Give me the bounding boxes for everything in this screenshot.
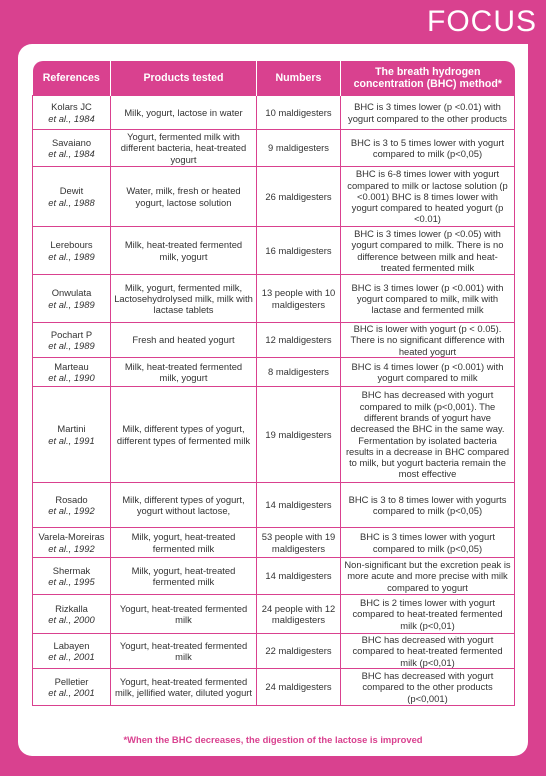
- table-row: [33, 323, 515, 358]
- table-row: [33, 227, 515, 275]
- header-references: References: [33, 61, 111, 96]
- reference-author: Dewit: [59, 185, 84, 197]
- reference-author: Kolars JC: [51, 101, 92, 113]
- cell-numbers: 13 people with 10 maldigesters: [257, 275, 341, 323]
- table-row: [33, 387, 515, 483]
- cell-reference: [33, 595, 111, 634]
- table-body: [33, 96, 515, 706]
- header-numbers: Numbers: [257, 61, 341, 96]
- cell-bhc-result: BHC is 3 times lower (p <0.05) with yogurt compared to milk. There is no difference between milk and heat-treated fermented milk: [341, 227, 515, 275]
- cell-reference: [33, 167, 111, 227]
- reference-year: et al., 1989: [48, 340, 95, 351]
- cell-products-tested: Milk, yogurt, fermented milk, Lactosehydrolysed milk, milk with lactase tablets: [111, 275, 257, 323]
- cell-bhc-result: BHC is 3 to 8 times lower with yogurts compared to milk (p<0,05): [341, 483, 515, 528]
- cell-numbers: 14 maldigesters: [257, 483, 341, 528]
- cell-products-tested: Milk, heat-treated fermented milk, yogurt: [111, 358, 257, 387]
- cell-products-tested: Yogurt, heat-treated fermented milk, jellified water, diluted yogurt: [111, 669, 257, 706]
- cell-reference: [33, 558, 111, 595]
- cell-products-tested: Yogurt, heat-treated fermented milk: [111, 634, 257, 669]
- cell-products-tested: Yogurt, fermented milk with different bacteria, heat-treated yogurt: [111, 130, 257, 167]
- reference-author: Marteau: [54, 360, 89, 372]
- cell-numbers: 24 maldigesters: [257, 669, 341, 706]
- reference-author: Savaiano: [51, 136, 92, 148]
- references-table: [32, 61, 515, 706]
- cell-numbers: 22 maldigesters: [257, 634, 341, 669]
- footnote: *When the BHC decreases, the digestion of the lactose is improved: [123, 734, 423, 745]
- reference-year: et al., 1992: [48, 505, 95, 516]
- table-row: [33, 358, 515, 387]
- reference-year: et al., 1988: [48, 196, 95, 208]
- cell-bhc-result: BHC is 2 times lower with yogurt compared to heat-treated fermented milk (p<0,01): [341, 595, 515, 634]
- cell-bhc-result: BHC is 3 times lower with yogurt compared to milk (p<0,05): [341, 528, 515, 558]
- cell-products-tested: Fresh and heated yogurt: [111, 323, 257, 358]
- cell-numbers: 26 maldigesters: [257, 167, 341, 227]
- cell-numbers: 12 maldigesters: [257, 323, 341, 358]
- cell-bhc-result: BHC is 3 to 5 times lower with yogurt compared to milk (p<0,05): [341, 130, 515, 167]
- cell-products-tested: Milk, yogurt, heat-treated fermented milk: [111, 558, 257, 595]
- cell-bhc-result: BHC is lower with yogurt (p < 0.05). There is no significant difference with heated yogurt: [341, 323, 515, 358]
- cell-numbers: 14 maldigesters: [257, 558, 341, 595]
- reference-author: Pochart P: [50, 328, 93, 340]
- header-bhc-method: The breath hydrogen concentration (BHC) method*: [341, 61, 515, 96]
- cell-bhc-result: Non-significant but the excretion peak is more acute and more precise with milk compared to yogurt: [341, 558, 515, 595]
- cell-bhc-result: BHC is 3 times lower (p <0.001) with yogurt compared to milk, milk with lactase and fermented milk: [341, 275, 515, 323]
- reference-year: et al., 2001: [48, 651, 95, 662]
- cell-reference: [33, 323, 111, 358]
- table-header-row: [33, 61, 515, 96]
- focus-label: FOCUS: [427, 5, 537, 38]
- table-row: [33, 558, 515, 595]
- cell-numbers: 8 maldigesters: [257, 358, 341, 387]
- table-row: [33, 96, 515, 130]
- cell-bhc-result: BHC has decreased with yogurt compared to heat-treated fermented milk (p<0,01): [341, 634, 515, 669]
- reference-author: Martini: [57, 423, 86, 435]
- cell-products-tested: Water, milk, fresh or heated yogurt, lactose solution: [111, 167, 257, 227]
- reference-year: et al., 1995: [48, 576, 95, 587]
- reference-author: Onwulata: [51, 287, 92, 299]
- reference-year: et al., 1984: [48, 148, 95, 159]
- cell-bhc-result: BHC is 6-8 times lower with yogurt compared to milk or lactose solution (p <0.001) BHC is 8 times lower with yogurt compared to heated yogurt (p <0.01): [341, 167, 515, 227]
- table-row: [33, 167, 515, 227]
- table-row: [33, 634, 515, 669]
- table-row: [33, 595, 515, 634]
- cell-numbers: 24 people with 12 maldigesters: [257, 595, 341, 634]
- cell-bhc-result: BHC has decreased with yogurt compared to milk (p<0,001). The different brands of yogurt have decreased the BHC in the same way. Fermentation by isolated bacteria results in a decrease in BHC compared to milk, but yogurt bacteria remain the most effective: [341, 387, 515, 483]
- table-row: [33, 275, 515, 323]
- cell-products-tested: Milk, different types of yogurt, different types of fermented milk: [111, 387, 257, 483]
- reference-year: et al., 1992: [48, 542, 95, 554]
- reference-year: et al., 1991: [48, 434, 95, 446]
- cell-reference: [33, 96, 111, 130]
- cell-reference: [33, 275, 111, 323]
- content-card: [18, 44, 528, 756]
- cell-products-tested: Milk, yogurt, heat-treated fermented milk: [111, 528, 257, 558]
- header-products-tested: Products tested: [111, 61, 257, 96]
- cell-products-tested: Milk, yogurt, lactose in water: [111, 96, 257, 130]
- cell-reference: [33, 387, 111, 483]
- cell-numbers: 16 maldigesters: [257, 227, 341, 275]
- reference-author: Pelletier: [54, 675, 89, 687]
- cell-numbers: 9 maldigesters: [257, 130, 341, 167]
- focus-tab: [418, 0, 546, 44]
- reference-year: et al., 1984: [48, 112, 95, 124]
- reference-year: et al., 1989: [48, 250, 95, 262]
- reference-author: Shermak: [52, 564, 91, 576]
- cell-reference: [33, 634, 111, 669]
- reference-year: et al., 2001: [48, 687, 95, 698]
- cell-bhc-result: BHC is 3 times lower (p <0.01) with yogurt compared to the other products: [341, 96, 515, 130]
- cell-reference: [33, 227, 111, 275]
- table-row: [33, 483, 515, 528]
- reference-year: et al., 2000: [48, 614, 95, 625]
- cell-products-tested: Milk, different types of yogurt, yogurt without lactose,: [111, 483, 257, 528]
- cell-reference: [33, 669, 111, 706]
- cell-reference: [33, 528, 111, 558]
- reference-author: Lerebours: [50, 239, 93, 251]
- cell-bhc-result: BHC has decreased with yogurt compared to the other products (p<0,001): [341, 669, 515, 706]
- table-row: [33, 130, 515, 167]
- reference-author: Rizkalla: [55, 602, 88, 614]
- cell-reference: [33, 483, 111, 528]
- reference-author: Labayen: [53, 639, 90, 651]
- cell-products-tested: Yogurt, heat-treated fermented milk: [111, 595, 257, 634]
- cell-products-tested: Milk, heat-treated fermented milk, yogurt: [111, 227, 257, 275]
- table-row: [33, 669, 515, 706]
- reference-year: et al., 1989: [48, 298, 95, 310]
- reference-author: Rosado: [55, 493, 88, 505]
- cell-reference: [33, 130, 111, 167]
- cell-numbers: 53 people with 19 maldigesters: [257, 528, 341, 558]
- cell-bhc-result: BHC is 4 times lower (p <0.001) with yogurt compared to milk: [341, 358, 515, 387]
- cell-numbers: 19 maldigesters: [257, 387, 341, 483]
- reference-author: Varela-Moreiras: [38, 531, 105, 543]
- reference-year: et al., 1990: [48, 372, 95, 383]
- cell-reference: [33, 358, 111, 387]
- cell-numbers: 10 maldigesters: [257, 96, 341, 130]
- table-row: [33, 528, 515, 558]
